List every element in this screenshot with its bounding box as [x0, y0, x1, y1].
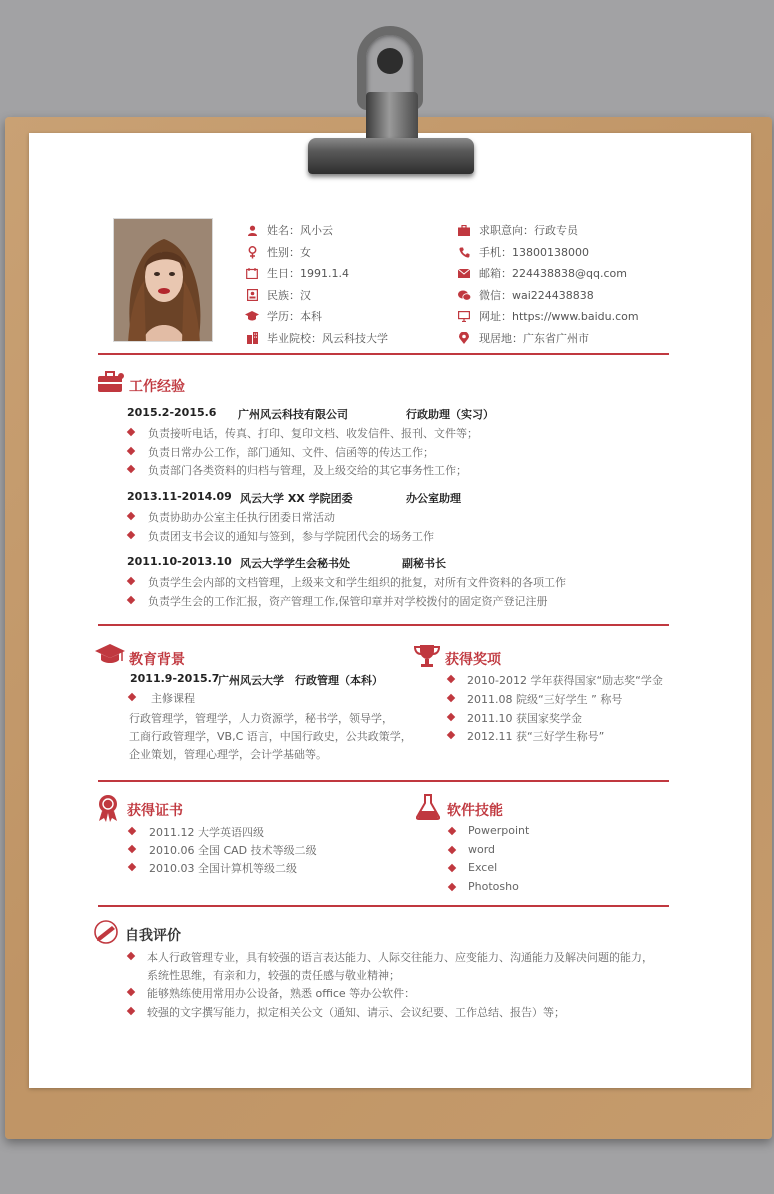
job1-period: 2015.2-2015.6	[127, 406, 217, 419]
header-divider	[98, 353, 669, 355]
skill-item2: word	[468, 843, 496, 856]
location-pin-icon	[457, 332, 471, 344]
info-birthday	[245, 265, 349, 281]
clip-base	[308, 138, 474, 174]
edu-courses-label: 主修课程	[151, 692, 195, 705]
info-gender	[245, 244, 311, 260]
job3-role: 副秘书长	[402, 557, 446, 570]
job1-item1: 负责接听电话，传真、打印、复印文档、收发信件、报刊、文件等；	[148, 427, 478, 440]
female-icon	[245, 246, 259, 258]
clip-hole	[377, 48, 403, 74]
wechat-icon	[457, 289, 471, 301]
info-education	[245, 308, 322, 324]
certificates-title: 获得证书	[127, 803, 183, 819]
trophy-icon	[414, 643, 440, 665]
email-text: 邮箱：224438838@qq.com	[479, 267, 627, 280]
phone-text: 手机：13800138000	[479, 246, 589, 259]
job2-role: 办公室助理	[406, 492, 461, 505]
edu-courses-line3: 企业策划，管理心理学，会计学基础等。	[129, 748, 327, 761]
job3-item1: 负责学生会内部的文档管理，上级来文和学生组织的批复，对所有文件资料的各项工作	[148, 576, 566, 589]
wechat-text: 微信：wai224438838	[479, 289, 594, 302]
education-divider	[98, 780, 669, 782]
school-text: 毕业院校：风云科技大学	[267, 332, 388, 345]
profile-photo	[113, 218, 213, 342]
edu-courses-line2: 工商行政管理学，VB,C 语言，中国行政史，公共政策学，	[129, 730, 412, 743]
job3-org: 风云大学学生会秘书处	[240, 557, 350, 570]
job3-period: 2011.10-2013.10	[127, 555, 232, 568]
id-card-icon	[245, 289, 259, 301]
job3-item2: 负责学生会的工作汇报，资产管理工作,保管印章并对学校拨付的固定资产登记注册	[148, 595, 548, 608]
toolbox-icon	[97, 370, 123, 392]
skill-item3: Excel	[468, 861, 498, 874]
cert-item3: 2010.03 全国计算机等级二级	[149, 862, 297, 875]
clip-body	[366, 92, 418, 142]
pencil-icon	[93, 920, 119, 942]
job2-period: 2013.11-2014.09	[127, 490, 232, 503]
skills-title: 软件技能	[447, 803, 503, 819]
building-icon	[245, 332, 259, 344]
job2-item1: 负责协助办公室主任执行团委日常活动	[148, 511, 335, 524]
birthday-text: 生日：1991.1.4	[267, 267, 349, 280]
award-item3: 2011.10 获国家奖学金	[467, 712, 582, 725]
edu-courses-line1: 行政管理学，管理学，人力资源学，秘书学，领导学，	[129, 712, 393, 725]
award-item4: 2012.11 获“三好学生称号”	[467, 730, 605, 743]
phone-icon	[457, 246, 471, 258]
info-name	[245, 222, 333, 238]
location-text: 现居地：广东省广州市	[479, 332, 589, 345]
person-icon	[245, 224, 259, 236]
info-wechat	[457, 287, 594, 303]
certificate-medal-icon	[95, 794, 121, 816]
award-item2: 2011.08 院级“三好学生 ” 称号	[467, 693, 623, 706]
self-eval-item3: 较强的文字撰写能力，拟定相关公文（通知、请示、会议纪要、工作总结、报告）等；	[147, 1006, 565, 1019]
info-intent	[457, 222, 578, 238]
calendar-icon	[245, 267, 259, 279]
cert-item1: 2011.12 大学英语四级	[149, 826, 264, 839]
graduation-cap-icon	[95, 643, 121, 665]
name-text: 姓名：风小云	[267, 224, 333, 237]
info-phone	[457, 244, 589, 260]
job2-item2: 负责团支书会议的通知与签到，参与学院团代会的场务工作	[148, 530, 434, 543]
briefcase-icon	[457, 224, 471, 236]
skills-divider	[98, 905, 669, 907]
work-title: 工作经验	[129, 379, 185, 395]
monitor-icon	[457, 310, 471, 322]
education-title: 教育背景	[129, 652, 185, 668]
award-item1: 2010-2012 学年获得国家“励志奖“学金	[467, 674, 663, 687]
skill-item1: Powerpoint	[468, 824, 530, 837]
cert-item2: 2010.06 全国 CAD 技术等级二级	[149, 844, 317, 857]
info-email	[457, 265, 627, 281]
mail-icon	[457, 267, 471, 279]
work-divider	[98, 624, 669, 626]
skill-item4: Photosho	[468, 880, 519, 893]
self-eval-item1-cont: 系统性思维，有亲和力，较强的责任感与敬业精神；	[147, 969, 400, 982]
job1-org: 广州风云科技有限公司	[238, 408, 348, 421]
info-location	[457, 330, 589, 346]
self-eval-item2: 能够熟练使用常用办公设备，熟悉 office 等办公软件：	[147, 987, 416, 1000]
info-ethnicity	[245, 287, 311, 303]
info-school	[245, 330, 388, 346]
education-text: 学历：本科	[267, 310, 322, 323]
job2-org: 风云大学 XX 学院团委	[240, 492, 353, 505]
flask-icon	[416, 794, 442, 816]
self-eval-title: 自我评价	[125, 928, 181, 944]
website-text: 网址：https://www.baidu.com	[479, 310, 639, 323]
awards-title: 获得奖项	[445, 652, 501, 668]
edu-school: 广州风云大学	[218, 674, 284, 687]
intent-text: 求职意向：行政专员	[479, 224, 578, 237]
job1-role: 行政助理（实习）	[406, 408, 494, 421]
edu-major: 行政管理（本科）	[295, 674, 383, 687]
self-eval-item1: 本人行政管理专业，具有较强的语言表达能力、人际交往能力、应变能力、沟通能力及解决问题的能力，	[147, 951, 653, 964]
job1-item3: 负责部门各类资料的归档与管理，及上级交给的其它事务性工作；	[148, 464, 467, 477]
gender-text: 性别：女	[267, 246, 311, 259]
ethnicity-text: 民族：汉	[267, 289, 311, 302]
graduation-cap-icon	[245, 310, 259, 322]
edu-period: 2011.9-2015.7	[130, 672, 220, 685]
info-website	[457, 308, 639, 324]
job1-item2: 负责日常办公工作，部门通知、文件、信函等的传达工作；	[148, 446, 434, 459]
